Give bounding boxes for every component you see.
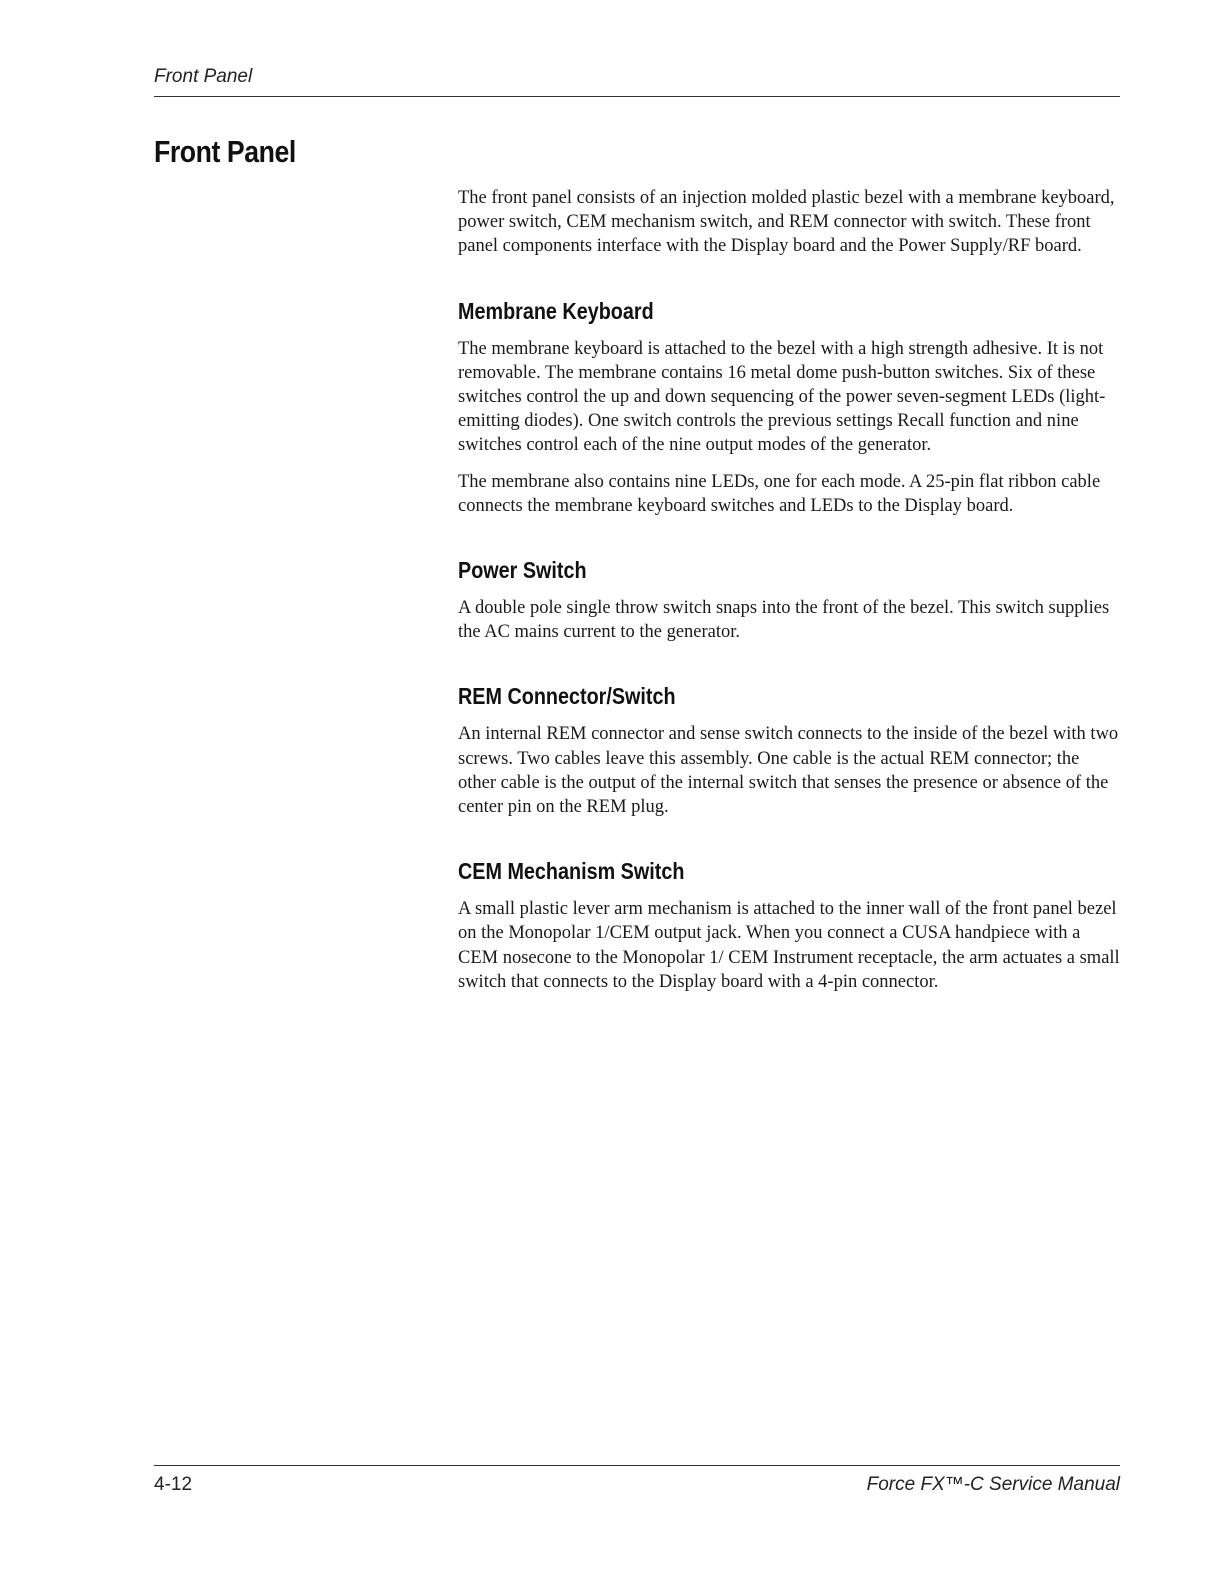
membrane-keyboard-paragraph-2: The membrane also contains nine LEDs, one for each mode. A 25-pin flat ribbon cable connects the membrane keyboard switches and LEDs to the Display board. — [458, 471, 1101, 516]
header-rule — [154, 96, 1120, 97]
cem-mechanism-switch-paragraph: A small plastic lever arm mechanism is attached to the inner wall of the front panel bezel on the Monopolar 1/CEM output jack. When you connect a CUSA handpiece with a CEM nosecone to the Monopolar 1/ CEM Instrument receptacle, the arm actuates a small switch that connects to the Display board with a 4-pin connector. — [458, 899, 1120, 992]
running-header: Front Panel — [154, 66, 253, 87]
intro-paragraph: The front panel consists of an injection molded plastic bezel with a membrane keyboard, power switch, CEM mechanism switch, and REM connector with switch. These front panel components interface with the Display board and the Power Supply/RF board. — [458, 188, 1115, 257]
section-title-power-switch: Power Switch — [458, 557, 587, 584]
page-number: 4-12 — [154, 1474, 193, 1495]
rem-connector-switch-paragraph: An internal REM connector and sense switch connects to the inside of the bezel with two screws. Two cables leave this assembly. One cable is the actual REM connector; the other cable is the output of the internal switch that senses the presence or absence of the center pin on the REM plug. — [458, 724, 1119, 818]
page-title: Front Panel — [154, 134, 296, 169]
footer-rule — [154, 1465, 1120, 1466]
manual-title: Force FX™-C Service Manual — [866, 1474, 1120, 1495]
section-title-rem-connector-switch: REM Connector/Switch — [458, 683, 676, 710]
section-title-membrane-keyboard: Membrane Keyboard — [458, 297, 654, 324]
membrane-keyboard-paragraph-1: The membrane keyboard is attached to the bezel with a high strength adhesive. It is not removable. The membrane contains 16 metal dome push-button switches. Six of these switches control the up and down sequencing of the power seven-segment LEDs (light-emitting diodes). One switch controls the previous settings Recall function and nine switches control each of the nine output modes of the generator. — [458, 338, 1106, 456]
main-content — [458, 186, 1120, 1006]
power-switch-paragraph: A double pole single throw switch snaps into the front of the bezel. This switch supplies the AC mains current to the generator. — [458, 598, 1110, 643]
section-title-cem-mechanism-switch: CEM Mechanism Switch — [458, 858, 685, 885]
